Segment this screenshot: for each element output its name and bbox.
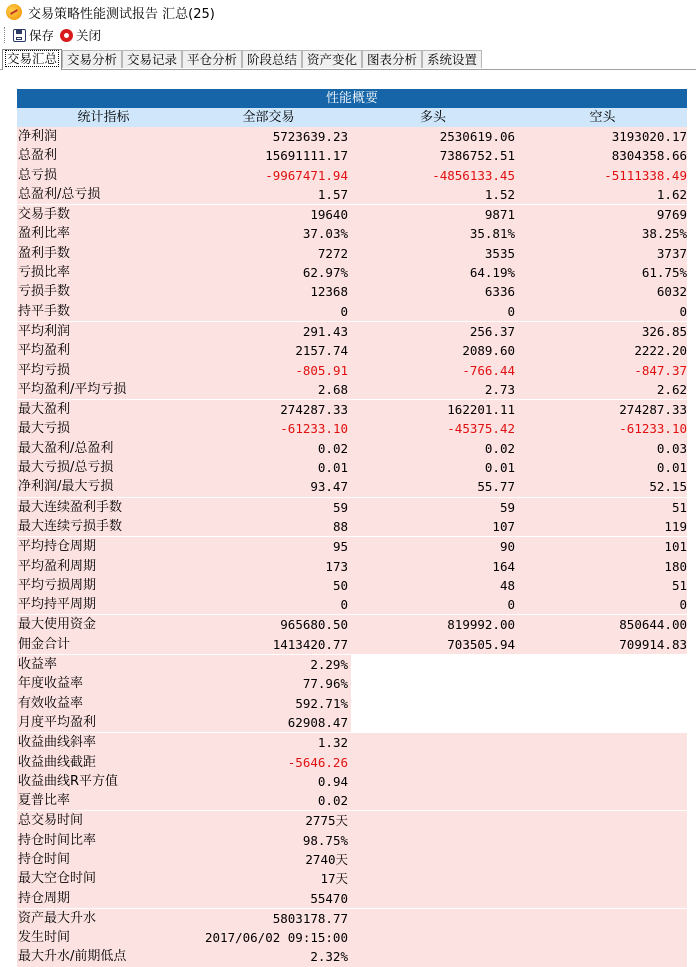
all-trades-cell: 5723639.23 xyxy=(272,129,348,144)
long-cell: 703505.94 xyxy=(447,636,515,652)
short-cell: 1.62 xyxy=(656,186,687,202)
long-cell xyxy=(351,909,518,928)
tab-trade-summary[interactable] xyxy=(2,49,62,70)
metric-cell: 总亏损 xyxy=(18,167,58,183)
table-row[interactable] xyxy=(17,224,687,243)
table-row[interactable] xyxy=(17,458,687,477)
short-cell: 326.85 xyxy=(641,323,687,339)
metric-cell: 发生时间 xyxy=(18,930,71,946)
table-row[interactable] xyxy=(17,595,687,614)
table-row[interactable] xyxy=(17,928,687,947)
long-cell: 0.02 xyxy=(484,440,515,456)
all-trades-cell: 5803178.77 xyxy=(272,910,348,926)
all-trades-cell: 0.94 xyxy=(317,773,348,789)
long-cell: 64.19% xyxy=(469,265,515,281)
long-cell xyxy=(351,869,518,888)
long-cell: 1.52 xyxy=(484,186,515,202)
long-cell xyxy=(351,889,518,908)
long-cell: 7386752.51 xyxy=(439,148,515,164)
tab-label: 交易分析 xyxy=(66,52,117,67)
tab-strip xyxy=(0,49,696,70)
metric-cell: 收益曲线R平方值 xyxy=(18,773,119,789)
metric-cell: 盈利比率 xyxy=(18,226,71,242)
all-trades-cell: 291.43 xyxy=(302,323,348,339)
long-cell xyxy=(351,674,518,693)
long-cell xyxy=(351,753,518,772)
short-cell xyxy=(518,694,687,713)
all-trades-cell: 15691111.17 xyxy=(265,148,348,164)
metric-cell: 年度收益率 xyxy=(18,676,84,692)
metric-cell: 最大盈利/总盈利 xyxy=(18,440,114,456)
metric-cell: 最大亏损/总亏损 xyxy=(18,460,114,476)
grid-header xyxy=(17,108,687,127)
table-row[interactable] xyxy=(17,282,687,301)
long-cell: 2089.60 xyxy=(462,343,515,359)
long-cell: 2530619.06 xyxy=(439,129,515,144)
short-cell xyxy=(518,947,687,966)
tab-label: 平仓分析 xyxy=(186,52,237,67)
short-cell: 0.03 xyxy=(656,440,687,456)
short-cell: 51 xyxy=(671,577,687,593)
metric-cell: 持平手数 xyxy=(18,303,71,319)
long-cell: 0.01 xyxy=(484,460,515,476)
long-cell: -766.44 xyxy=(462,362,515,378)
short-cell xyxy=(518,850,687,869)
grid-title: 性能概要 xyxy=(17,89,687,108)
all-trades-cell: 37.03% xyxy=(302,226,348,242)
all-trades-cell: -9967471.94 xyxy=(265,167,348,183)
long-cell: 2.73 xyxy=(484,381,515,397)
short-cell: -847.37 xyxy=(634,362,687,378)
all-trades-cell: 0.01 xyxy=(317,460,348,476)
short-cell: -5111338.49 xyxy=(604,167,687,183)
long-cell xyxy=(351,947,518,966)
short-cell: 38.25% xyxy=(641,226,687,242)
metric-cell: 收益曲线截距 xyxy=(18,754,97,770)
header-metric: 统计指标 xyxy=(77,110,130,125)
metric-cell: 持仓时间比率 xyxy=(18,832,97,848)
long-cell xyxy=(351,850,518,869)
all-trades-cell: -61233.10 xyxy=(280,421,348,437)
metric-cell: 资产最大升水 xyxy=(18,910,97,926)
short-cell xyxy=(518,889,687,908)
all-trades-cell: 55470 xyxy=(310,890,348,906)
table-row[interactable] xyxy=(17,361,687,380)
metric-cell: 最大空仓时间 xyxy=(18,871,97,887)
short-cell xyxy=(518,733,687,752)
metric-cell: 收益曲线斜率 xyxy=(18,735,97,751)
long-cell: 48 xyxy=(499,577,515,593)
metric-cell: 最大使用资金 xyxy=(18,617,97,633)
all-trades-cell: 59 xyxy=(332,499,348,515)
all-trades-cell: 7272 xyxy=(317,245,348,261)
metric-cell: 月度平均盈利 xyxy=(18,714,97,730)
short-cell xyxy=(518,869,687,888)
table-row[interactable] xyxy=(17,831,687,850)
short-cell: 9769 xyxy=(656,207,687,223)
all-trades-cell: 0.02 xyxy=(317,793,348,809)
header-long: 多头 xyxy=(419,110,446,125)
table-row[interactable] xyxy=(17,399,687,419)
all-trades-cell: 2157.74 xyxy=(295,343,348,359)
short-cell: 0 xyxy=(679,303,687,319)
all-trades-cell: 0 xyxy=(340,303,348,319)
long-cell xyxy=(351,928,518,947)
short-cell xyxy=(518,772,687,791)
long-cell xyxy=(351,831,518,850)
table-row[interactable] xyxy=(17,185,687,204)
long-cell: 3535 xyxy=(484,245,515,261)
toolbar xyxy=(0,24,696,46)
save-icon xyxy=(13,29,26,42)
all-trades-cell: 62908.47 xyxy=(287,714,348,730)
table-row[interactable] xyxy=(17,947,687,966)
short-cell xyxy=(518,831,687,850)
all-trades-cell: 50 xyxy=(332,577,348,593)
table-row[interactable] xyxy=(17,732,687,752)
all-trades-cell: 1413420.77 xyxy=(272,636,348,652)
table-row[interactable] xyxy=(17,517,687,536)
metric-cell: 平均持仓周期 xyxy=(18,539,97,555)
metric-cell: 净利润 xyxy=(18,129,58,144)
tab-trade-records[interactable] xyxy=(122,50,182,68)
close-button[interactable] xyxy=(60,26,101,44)
all-trades-cell: 17天 xyxy=(320,871,348,887)
tab-chart-analysis[interactable] xyxy=(362,50,422,68)
tab-label: 阶段总结 xyxy=(246,52,297,67)
tab-label: 资产变化 xyxy=(306,52,357,67)
performance-grid xyxy=(17,89,687,967)
long-cell: -45375.42 xyxy=(447,421,515,437)
table-row[interactable] xyxy=(17,576,687,595)
table-row[interactable] xyxy=(17,908,687,928)
table-row[interactable] xyxy=(17,166,687,185)
all-trades-cell: 2.32% xyxy=(310,949,348,965)
metric-cell: 收益率 xyxy=(18,657,58,673)
metric-cell: 盈利手数 xyxy=(18,245,71,261)
all-trades-cell: 88 xyxy=(332,518,348,534)
save-label: 保存 xyxy=(29,28,55,43)
long-cell xyxy=(351,772,518,791)
table-row[interactable] xyxy=(17,713,687,732)
short-cell: 0 xyxy=(679,597,687,613)
table-row[interactable] xyxy=(17,244,687,263)
all-trades-cell: 62.97% xyxy=(302,265,348,281)
table-row[interactable] xyxy=(17,753,687,772)
table-row[interactable] xyxy=(17,674,687,693)
short-cell: 709914.83 xyxy=(619,636,687,652)
metric-cell: 平均盈利周期 xyxy=(18,558,97,574)
all-trades-cell: 19640 xyxy=(310,207,348,223)
table-row[interactable] xyxy=(17,791,687,810)
short-cell: 3193020.17 xyxy=(611,129,687,144)
table-row[interactable] xyxy=(17,146,687,165)
metric-cell: 平均亏损周期 xyxy=(18,577,97,593)
metric-cell: 持仓时间 xyxy=(18,851,71,867)
short-cell xyxy=(518,909,687,928)
all-trades-cell: 0 xyxy=(340,597,348,613)
metric-cell: 最大连续盈利手数 xyxy=(18,499,123,515)
close-label: 关闭 xyxy=(76,28,102,43)
metric-cell: 净利润/最大亏损 xyxy=(18,479,114,495)
short-cell xyxy=(518,674,687,693)
short-cell: 3737 xyxy=(656,245,687,261)
metric-cell: 最大亏损 xyxy=(18,421,71,437)
short-cell: 52.15 xyxy=(649,479,687,495)
tab-stage-summary[interactable] xyxy=(242,50,302,68)
grid-body xyxy=(17,127,687,967)
all-trades-cell: 1.57 xyxy=(317,186,348,202)
short-cell xyxy=(518,928,687,947)
metric-cell: 有效收益率 xyxy=(18,695,84,711)
short-cell xyxy=(518,811,687,830)
metric-cell: 持仓周期 xyxy=(18,890,71,906)
table-row[interactable] xyxy=(17,694,687,713)
long-cell: 107 xyxy=(492,518,515,534)
all-trades-cell: 2740天 xyxy=(305,851,348,867)
long-cell: -4856133.45 xyxy=(432,167,515,183)
short-cell: 51 xyxy=(671,499,687,515)
table-row[interactable] xyxy=(17,635,687,654)
header-all: 全部交易 xyxy=(242,110,295,125)
all-trades-cell: 2.68 xyxy=(317,381,348,397)
all-trades-cell: 98.75% xyxy=(302,832,348,848)
table-row[interactable] xyxy=(17,302,687,321)
table-row[interactable] xyxy=(17,439,687,458)
all-trades-cell: 95 xyxy=(332,539,348,555)
table-row[interactable] xyxy=(17,654,687,674)
short-cell: 61.75% xyxy=(641,265,687,281)
short-cell xyxy=(518,713,687,732)
short-cell: 274287.33 xyxy=(619,402,687,418)
table-row[interactable] xyxy=(17,204,687,224)
table-row[interactable] xyxy=(17,127,687,146)
short-cell: -61233.10 xyxy=(619,421,687,437)
metric-cell: 总盈利 xyxy=(18,148,58,164)
tab-label: 图表分析 xyxy=(366,52,417,67)
long-cell: 35.81% xyxy=(469,226,515,242)
table-row[interactable] xyxy=(17,341,687,360)
all-trades-cell: 592.71% xyxy=(295,695,348,711)
short-cell: 0.01 xyxy=(656,460,687,476)
metric-cell: 夏普比率 xyxy=(18,793,71,809)
tab-system-settings[interactable] xyxy=(422,50,482,68)
short-cell: 850644.00 xyxy=(619,617,687,633)
tab-close-analysis[interactable] xyxy=(182,50,242,68)
table-row[interactable] xyxy=(17,380,687,399)
long-cell: 162201.11 xyxy=(447,402,515,418)
toolbar-grip xyxy=(4,27,7,43)
long-cell: 0 xyxy=(507,597,515,613)
metric-cell: 平均盈利/平均亏损 xyxy=(18,381,127,397)
all-trades-cell: 12368 xyxy=(310,284,348,300)
table-row[interactable] xyxy=(17,614,687,634)
short-cell: 101 xyxy=(664,539,687,555)
long-cell xyxy=(351,713,518,732)
long-cell: 9871 xyxy=(484,207,515,223)
tab-trade-analysis[interactable] xyxy=(62,50,122,68)
metric-cell: 平均持平周期 xyxy=(18,597,97,613)
metric-cell: 平均盈利 xyxy=(18,343,71,359)
metric-cell: 最大盈利 xyxy=(18,402,71,418)
all-trades-cell: -5646.26 xyxy=(287,754,348,770)
long-cell xyxy=(351,791,518,810)
header-short: 空头 xyxy=(589,110,616,125)
metric-cell: 亏损比率 xyxy=(18,265,71,281)
metric-cell: 最大连续亏损手数 xyxy=(18,518,123,534)
table-row[interactable] xyxy=(17,419,687,438)
short-cell xyxy=(518,655,687,674)
metric-cell: 平均亏损 xyxy=(18,362,71,378)
short-cell xyxy=(518,791,687,810)
window-title: 交易策略性能测试报告 汇总(25) xyxy=(28,6,215,22)
tab-label: 交易记录 xyxy=(126,52,177,67)
long-cell: 819992.00 xyxy=(447,617,515,633)
short-cell: 2.62 xyxy=(656,381,687,397)
all-trades-cell: -805.91 xyxy=(295,362,348,378)
table-row[interactable] xyxy=(17,850,687,869)
metric-cell: 最大升水/前期低点 xyxy=(18,949,127,965)
long-cell: 0 xyxy=(507,303,515,319)
metric-cell: 佣金合计 xyxy=(18,636,71,652)
metric-cell: 总交易时间 xyxy=(18,813,84,829)
title-bar xyxy=(0,0,696,24)
long-cell xyxy=(351,655,518,674)
tab-asset-change[interactable] xyxy=(302,50,362,68)
table-row[interactable] xyxy=(17,477,687,496)
table-row[interactable] xyxy=(17,536,687,556)
long-cell: 164 xyxy=(492,558,515,574)
all-trades-cell: 93.47 xyxy=(310,479,348,495)
table-row[interactable] xyxy=(17,497,687,517)
all-trades-cell: 0.02 xyxy=(317,440,348,456)
all-trades-cell: 2017/06/02 09:15:00 xyxy=(205,930,348,946)
short-cell: 2222.20 xyxy=(634,343,687,359)
all-trades-cell: 274287.33 xyxy=(280,402,348,418)
all-trades-cell: 1.32 xyxy=(317,735,348,751)
long-cell xyxy=(351,733,518,752)
long-cell: 90 xyxy=(499,539,515,555)
all-trades-cell: 965680.50 xyxy=(280,617,348,633)
app-icon xyxy=(6,4,22,20)
table-row[interactable] xyxy=(17,263,687,282)
table-row[interactable] xyxy=(17,772,687,791)
table-row[interactable] xyxy=(17,869,687,888)
long-cell xyxy=(351,811,518,830)
tab-label: 系统设置 xyxy=(426,52,477,67)
long-cell: 256.37 xyxy=(469,323,515,339)
short-cell: 6032 xyxy=(656,284,687,300)
short-cell: 119 xyxy=(664,518,687,534)
table-row[interactable] xyxy=(17,889,687,908)
save-button[interactable] xyxy=(13,26,54,44)
table-row[interactable] xyxy=(17,321,687,341)
long-cell: 59 xyxy=(499,499,515,515)
table-row[interactable] xyxy=(17,557,687,576)
tab-label: 交易汇总 xyxy=(6,51,57,66)
metric-cell: 亏损手数 xyxy=(18,284,71,300)
close-icon xyxy=(60,29,73,42)
short-cell: 8304358.66 xyxy=(611,148,687,164)
metric-cell: 交易手数 xyxy=(18,207,71,223)
long-cell: 55.77 xyxy=(477,479,515,495)
metric-cell: 总盈利/总亏损 xyxy=(18,186,101,202)
all-trades-cell: 173 xyxy=(325,558,348,574)
table-row[interactable] xyxy=(17,810,687,830)
all-trades-cell: 77.96% xyxy=(302,676,348,692)
all-trades-cell: 2.29% xyxy=(310,657,348,673)
long-cell: 6336 xyxy=(484,284,515,300)
short-cell xyxy=(518,753,687,772)
short-cell: 180 xyxy=(664,558,687,574)
all-trades-cell: 2775天 xyxy=(305,813,348,829)
metric-cell: 平均利润 xyxy=(18,323,71,339)
long-cell xyxy=(351,694,518,713)
